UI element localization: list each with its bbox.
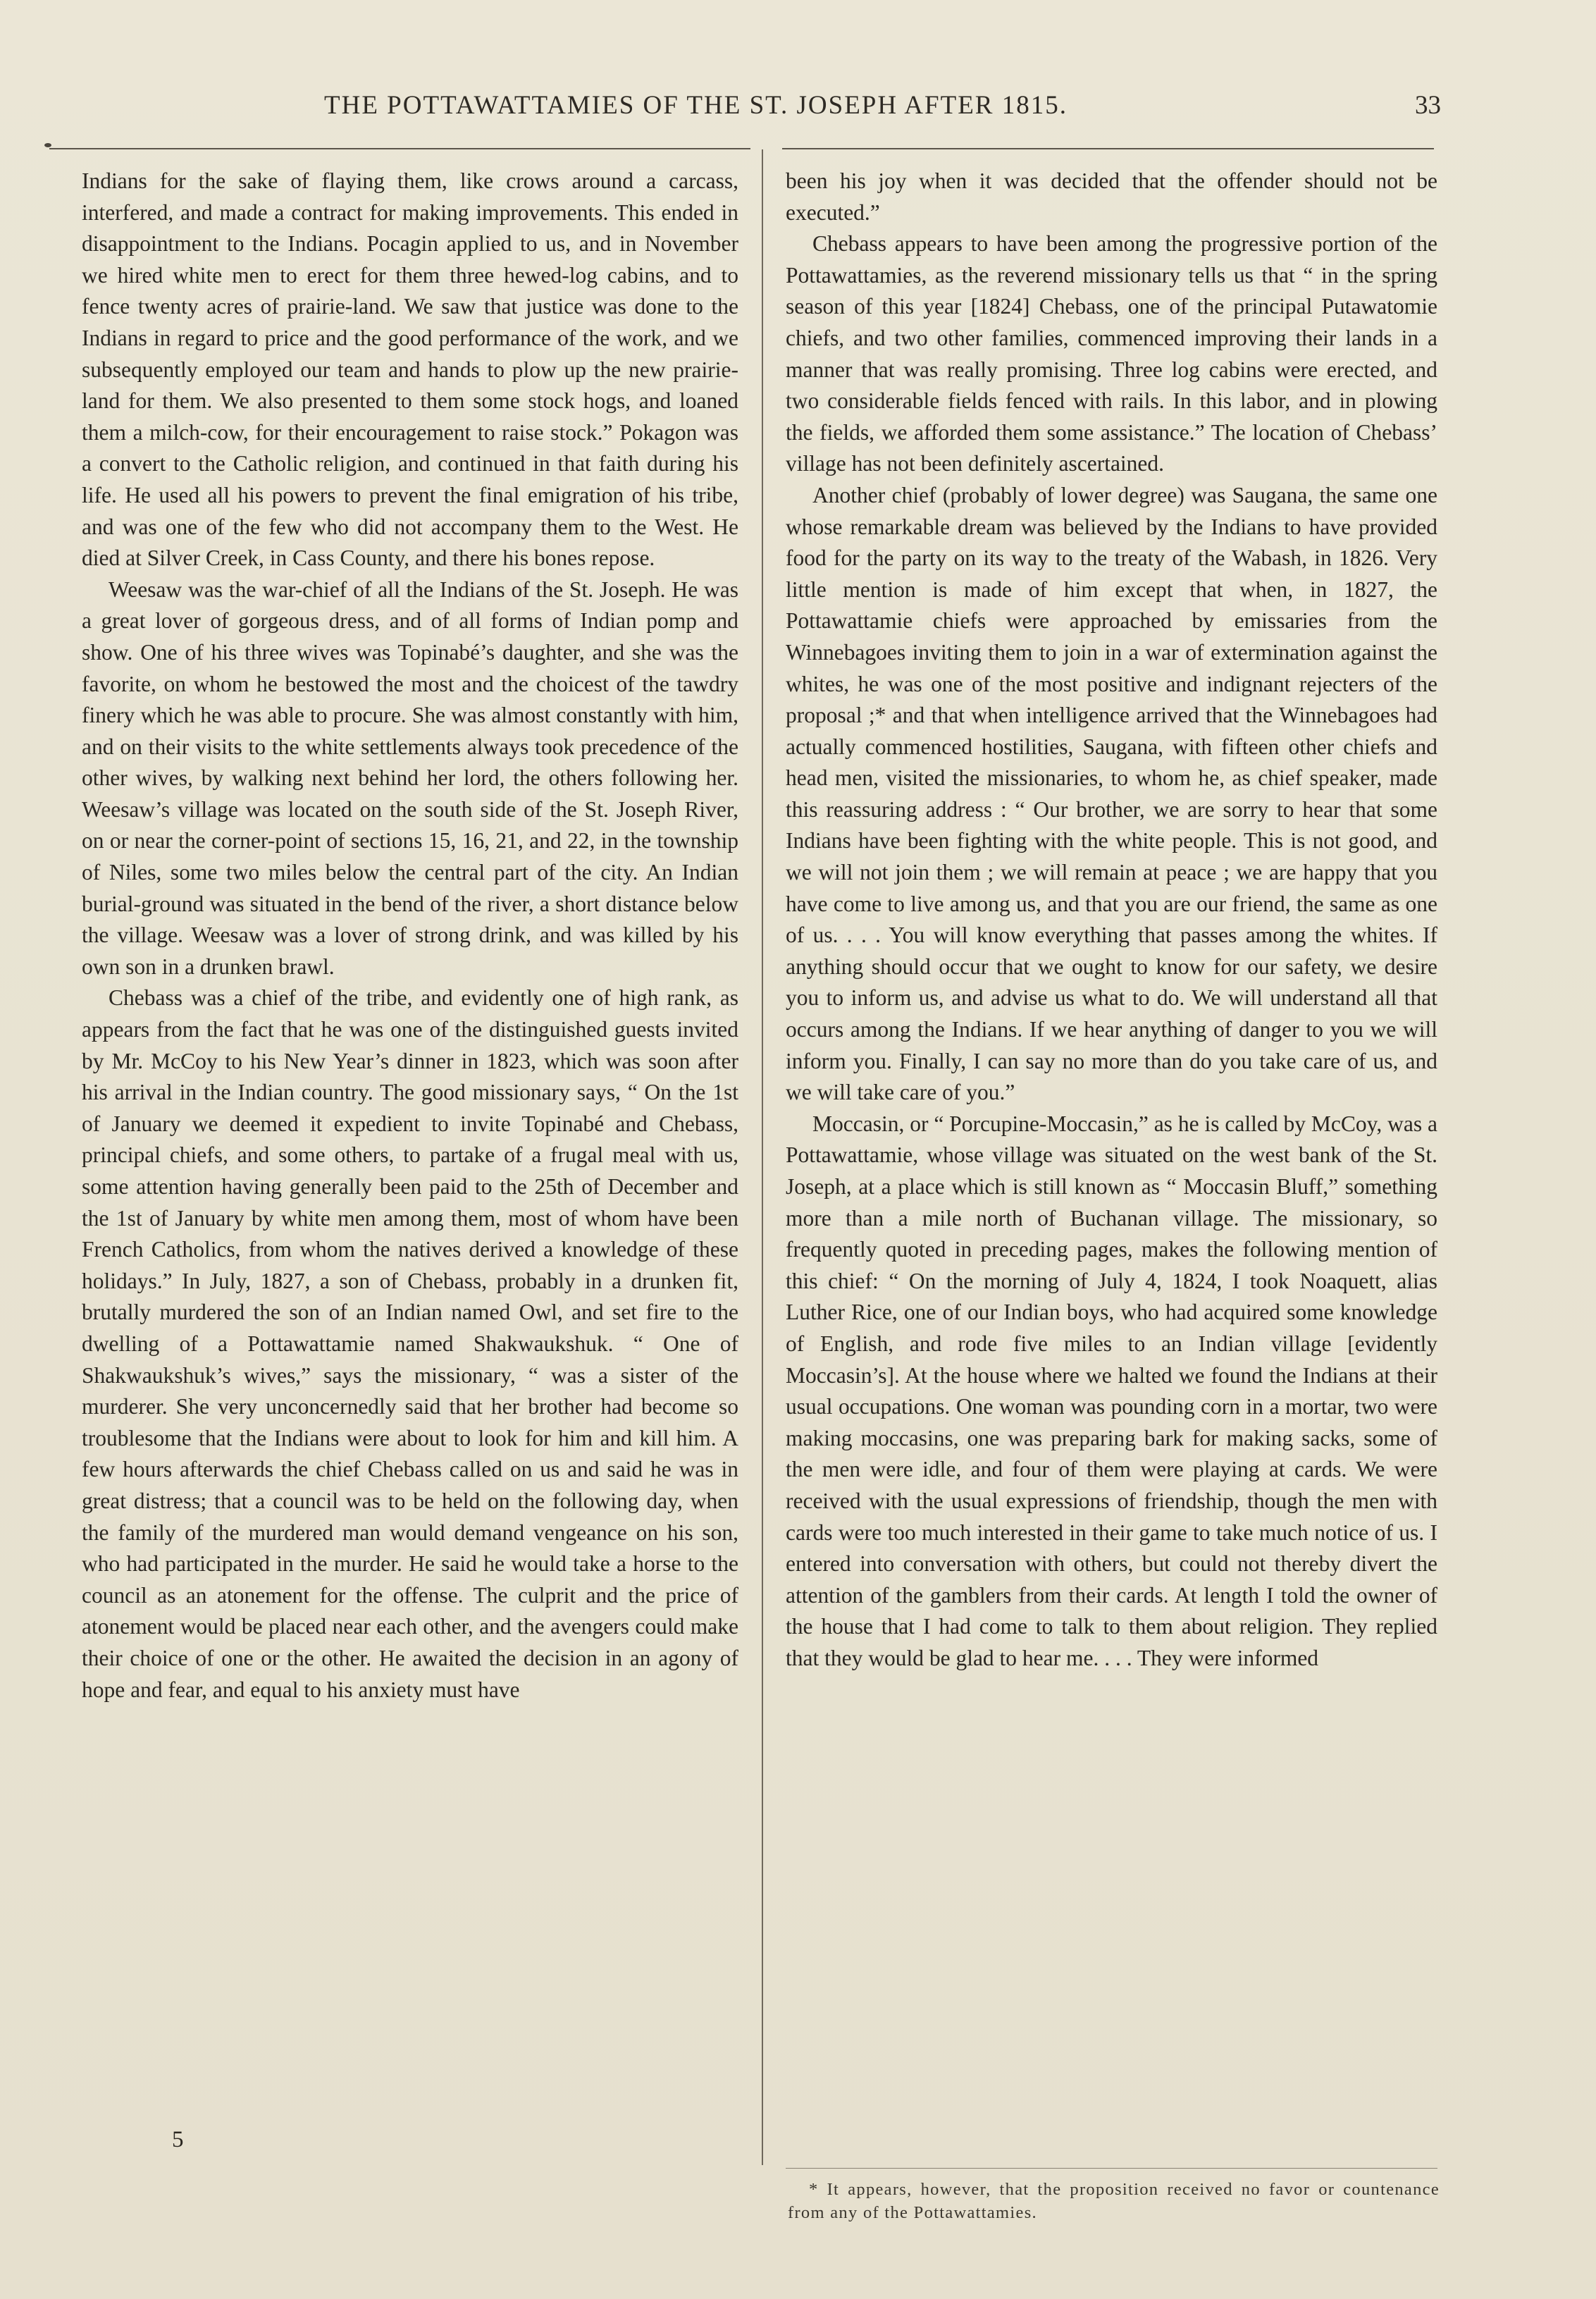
paragraph: Moccasin, or “ Porcupine-Moccasin,” as he is called by McCoy, was a Pottawattamie, whose village was situated on the west bank of the St. Joseph, at a place which is still known as “ Moccasin Bluff,” something more than a mile north of Buchanan village. The missionary, so frequently quoted in preceding pages, makes the following mention of this chief: “ On the morning of July 4, 1824, I took Noaquett, alias Luther Rice, one of our Indian boys, who had acquired some knowledge of English, and rode five miles to an Indian village [evidently Moccasin’s]. At the house where we halted we found the Indians at their usual occupations. One woman was pounding corn in a mortar, two were making moccasins, one was preparing bark for making sacks, some of the men were idle, and four of them were playing at cards. We were received with the usual expressions of friendship, though the men with cards were too much interested in their game to take much notice of us. I entered into conversation with others, but could not thereby divert the attention of the gamblers from their cards. At length I told the owner of the house that I had come to talk to them about religion. They replied that they would be glad to hear me. . . . They were informed — [786, 1111, 1437, 1670]
column-divider — [762, 149, 763, 2165]
ink-mark — [44, 143, 51, 147]
paragraph: Weesaw was the war-chief of all the Indians of the St. Joseph. He was a great lover of gorgeous dress, and of all forms of Indian pomp and show. One of his three wives was Topinabé’s daughter, and she was the favorite, on whom he bestowed the most and the choicest of the tawdry finery which he was able to procure. She was almost constantly with him, and on their visits to the white settlements always took precedence of the other wives, by walking next behind her lord, the others following her. Weesaw’s village was located on the south side of the St. Joseph River, on or near the corner-point of sections 15, 16, 21, and 22, in the township of Niles, some two miles below the central part of the city. An Indian burial-ground was situated in the bend of the river, a short distance below the village. Weesaw was a lover of strong drink, and was killed by his own son in a drunken brawl. — [82, 577, 738, 979]
page-number: 33 — [1415, 91, 1441, 120]
footnote: * It appears, however, that the proposition received no favor or countenance from any of the Pottawattamies. — [788, 2180, 1440, 2222]
paragraph: Chebass was a chief of the tribe, and evidently one of high rank, as appears from the fact that he was one of the distinguished guests invited by Mr. McCoy to his New Year’s dinner in 1823, which was soon after his arrival in the Indian country. The good missionary says, “ On the 1st of January we deemed it expedient to invite Topinabé and Chebass, principal chiefs, and some others, to partake of a frugal meal with us, some attention having generally been paid to the 25th of December and the 1st of January by white men among them, most of whom have been French Catholics, from whom the natives derived a knowledge of these holidays.” In July, 1827, a son of Chebass, probably in a drunken fit, brutally murdered the son of an Indian named Owl, and set fire to the dwelling of a Pottawattamie named Shakwaukshuk. “ One of Shakwaukshuk’s wives,” says the missionary, “ was a sister of the murderer. She very unconcernedly said that her brother had become so troublesome that the Indians were about to look for him and kill him. A few hours afterwards the chief Chebass called on us and said he was in great distress; that a council was to be held on the following day, when the family of the murdered man would demand vengeance on his son, who had participated in the murder. He said he would take a horse to the council as an atonement for the offense. The culprit and the price of atonement would be placed near each other, and the avengers could make their choice of one or the other. He awaited the decision in an agony of hope and fear, and equal to his anxiety must have — [82, 985, 738, 1702]
footnote-rule — [786, 2168, 1437, 2169]
right-column — [786, 166, 1437, 1675]
paragraph: Another chief (probably of lower degree) was Saugana, the same one whose remarkable dream was believed by the Indians to have provided food for the party on its way to the treaty of the Wabash, in 1826. Very little mention is made of him except that when, in 1827, the Pottawattamie chiefs were approached by emissaries from the Winnebagoes inviting them to join in a war of extermination against the whites, he was one of the most positive and indignant rejecters of the proposal ;* and that when intelligence arrived that the Winnebagoes had actually commenced hostilities, Saugana, with fifteen other chiefs and head men, visited the missionaries, to whom he, as chief speaker, made this reassuring address : “ Our brother, we are sorry to hear that some Indians have been fighting with the white people. This is not good, and we will not join them ; we will remain at peace ; we are happy that you have come to live among us, and that you are our friend, the same as one of us. . . . You will know everything that passes among the whites. If anything should occur that we ought to know for our safety, we desire you to inform us, and advise us what to do. We will understand all that occurs among the Indians. If we hear anything of danger to you we will inform you. Finally, I can say no more than do you take care of us, and we will take care of you.” — [786, 482, 1437, 1105]
running-head: THE POTTAWATTAMIES OF THE ST. JOSEPH AFTER 1815. — [324, 91, 1068, 120]
paragraph: been his joy when it was decided that the offender should not be executed.” — [786, 168, 1437, 225]
header-rule-right — [782, 148, 1434, 149]
paragraph: Chebass appears to have been among the progressive portion of the Pottawattamies, as the reverend missionary tells us that “ in the spring season of this year [1824] Chebass, one of the principal Putawatomie chiefs, and two other families, commenced improving their lands in a manner that was really promising. Three log cabins were erected, and two considerable fields fenced with rails. In this labor, and in plowing the fields, we afforded them some assistance.” The location of Chebass’ village has not been definitely ascertained. — [786, 231, 1437, 476]
signature-mark: 5 — [172, 2127, 184, 2152]
left-column — [82, 166, 738, 1706]
header-rule-left — [49, 148, 750, 149]
paragraph: Indians for the sake of flaying them, like crows around a carcass, interfered, and made a contract for making improvements. This ended in disappointment to the Indians. Pocagin applied to us, and in November we hired white men to erect for them three hewed-log cabins, and to fence twenty acres of prairie-land. We saw that justice was done to the Indians in regard to price and the good performance of the work, and we subsequently employed our team and hands to plow up the new prairie-land for them. We also presented to them some stock hogs, and loaned them a milch-cow, for their encouragement to raise stock.” Pokagon was a convert to the Catholic religion, and continued in that faith during his life. He used all his powers to prevent the final emigration of his tribe, and was one of the few who did not accompany them to the West. He died at Silver Creek, in Cass County, and there his bones repose. — [82, 168, 738, 571]
page-header — [0, 90, 1596, 140]
